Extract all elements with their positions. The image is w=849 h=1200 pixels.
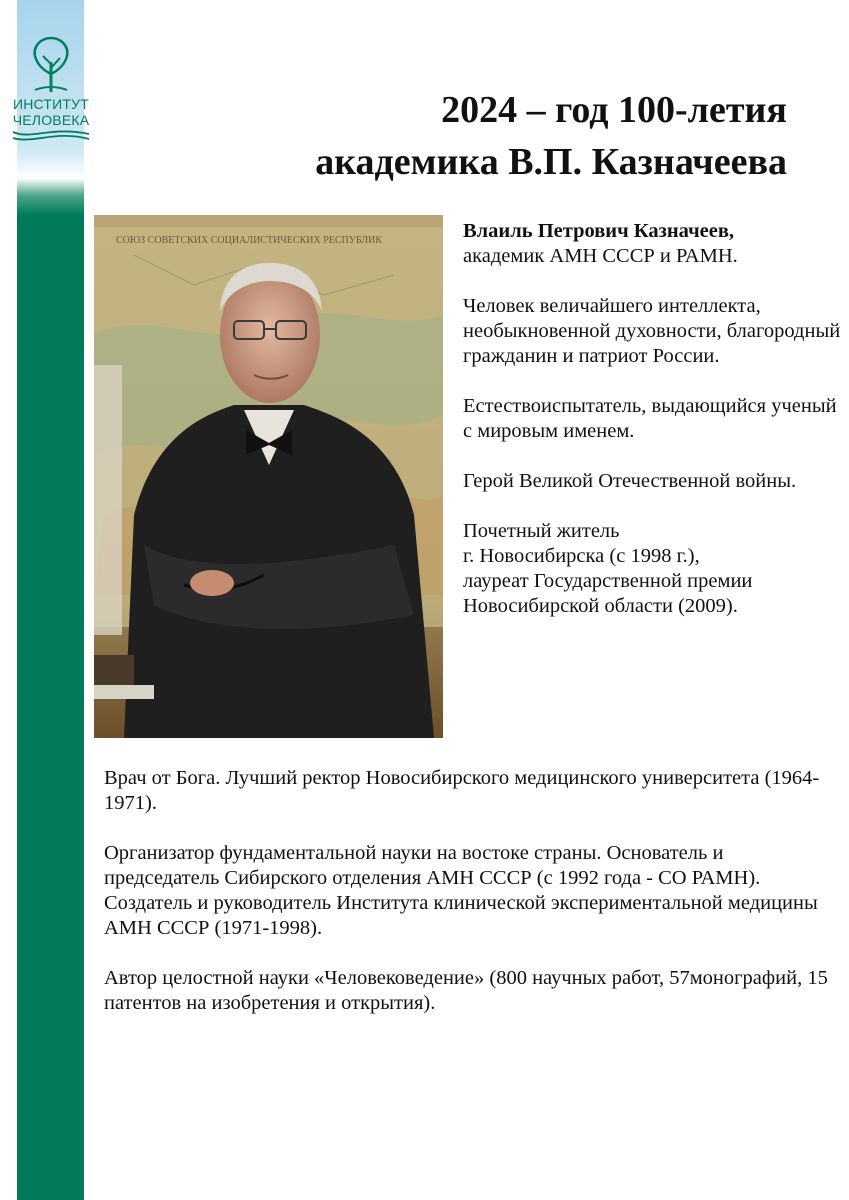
citizen-line: Новосибирской области (2009). [463,595,738,617]
map-caption-text: СОЮЗ СОВЕТСКИХ СОЦИАЛИСТИЧЕСКИХ РЕСПУБЛИК [116,235,383,246]
main-text [104,766,834,1041]
page-title [315,84,787,188]
institute-logo [6,34,96,169]
person-name: Влаиль Петрович Казначеев, [463,220,735,242]
bio-paragraph: Герой Великой Отечественной войны. [463,470,797,492]
tree-icon [21,34,81,96]
title-line-1: 2024 – год 100-летия [441,89,787,131]
bio-paragraph: Естествоиспытатель, выдающийся ученый с мировым именем. [463,395,837,442]
bio-column [463,219,843,644]
waves-icon [11,128,91,142]
citizen-line: Почетный житель [463,520,620,542]
portrait-illustration [94,215,443,738]
logo-text-line2: ЧЕЛОВЕКА [12,112,90,128]
main-paragraph: Автор целостной науки «Человековедение» (800 научных работ, 57монографий, 15 патентов на изобретения и открытия). [104,967,828,1014]
side-decor-band [17,0,84,1200]
portrait-photo [94,215,443,738]
bio-paragraph: Человек величайшего интеллекта, необыкновенной духовности, благородный гражданин и патриот России. [463,295,841,367]
main-paragraph: Врач от Бога. Лучший ректор Новосибирского медицинского университета (1964-1971). [104,767,820,814]
logo-text-line1: ИНСТИТУТ [12,96,90,112]
title-line-2: академика В.П. Казначеева [315,141,787,183]
main-paragraph: Организатор фундаментальной науки на востоке страны. Основатель и председатель Сибирского отделения АМН СССР (с 1992 года - СО РАМН). Создатель и руководитель Института клинической экспериментальной медицины АМН СССР (1971-1998). [104,842,818,939]
person-rank: академик АМН СССР и РАМН. [463,245,738,267]
citizen-line: лауреат Государственной премии [463,570,753,592]
bio-citizen [463,519,843,619]
bio-header [463,219,843,269]
citizen-line: г. Новосибирска (с 1998 г.), [463,545,700,567]
